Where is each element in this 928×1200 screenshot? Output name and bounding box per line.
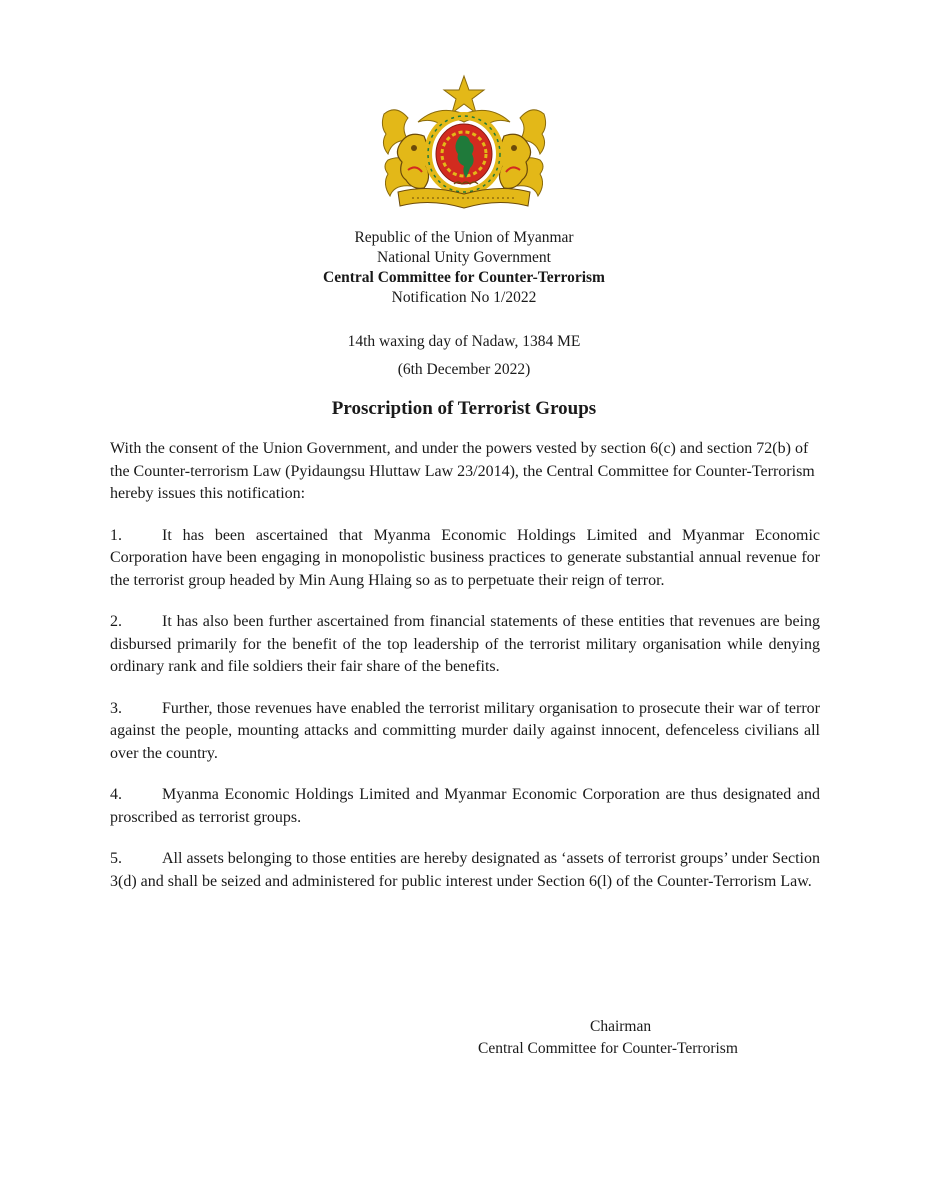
signature-organization: Central Committee for Counter-Terrorism (478, 1040, 738, 1057)
paragraph-text: Myanma Economic Holdings Limited and Myanmar Economic Corporation are thus designated and proscribed as terrorist groups. (110, 786, 820, 826)
header-committee: Central Committee for Counter-Terrorism (323, 269, 605, 286)
document-body (110, 438, 820, 912)
paragraph-number: 2. (110, 613, 122, 630)
paragraph-text: It has also been further ascertained from financial statements of these entities that revenues are being disbursed primarily for the benefit of the top leadership of the terrorist military organisation while denying ordinary rank and file soldiers their fair share of the benefits. (110, 613, 820, 675)
state-seal-of-myanmar-icon (378, 74, 550, 214)
paragraph-number: 1. (110, 526, 122, 544)
document-date (0, 328, 928, 384)
document-title: Proscription of Terrorist Groups (331, 398, 597, 419)
paragraph-text: It has been ascertained that Myanma Economic Holdings Limited and Myanmar Economic Corporation have been engaging in monopolistic business practices to generate substantial annual revenue for the terrorist group headed by Min Aung Hlaing so as to perpetuate their reign of terror. (110, 526, 820, 589)
signature-title: Chairman (590, 1018, 652, 1035)
paragraph-number: 3. (110, 699, 122, 717)
paragraph-number: 4. (110, 786, 122, 803)
date-gregorian: (6th December 2022) (397, 361, 531, 378)
numbered-paragraph-2 (110, 611, 820, 679)
numbered-paragraph-3 (110, 698, 820, 766)
numbered-paragraph-1 (110, 525, 820, 593)
header-notification-number: Notification No 1/2022 (391, 289, 537, 306)
intro-paragraph: With the consent of the Union Government, and under the powers vested by section 6(c) and section 72(b) of the Counter-terrorism Law (Pyidaungsu Hluttaw Law 23/2014), the Central Committee for Counter-Terrorism hereby issues this notification: (110, 440, 815, 502)
header-government: National Unity Government (377, 249, 551, 266)
paragraph-number: 5. (110, 850, 122, 867)
date-lunar: 14th waxing day of Nadaw, 1384 ME (347, 333, 581, 350)
paragraph-text: All assets belonging to those entities are hereby designated as ‘assets of terrorist groups’ under Section 3(d) and shall be seized and administered for public interest under Section 6(l) of the Counter-Terrorism Law. (110, 850, 820, 890)
document-header (0, 228, 928, 308)
header-country: Republic of the Union of Myanmar (354, 229, 574, 246)
signature-block (478, 1016, 788, 1060)
numbered-paragraph-5 (110, 848, 820, 893)
numbered-paragraph-4 (110, 784, 820, 829)
paragraph-text: Further, those revenues have enabled the terrorist military organisation to prosecute their war of terror against the people, mounting attacks and committing murder daily against innocent, defenceless civilians all over the country. (110, 699, 820, 762)
